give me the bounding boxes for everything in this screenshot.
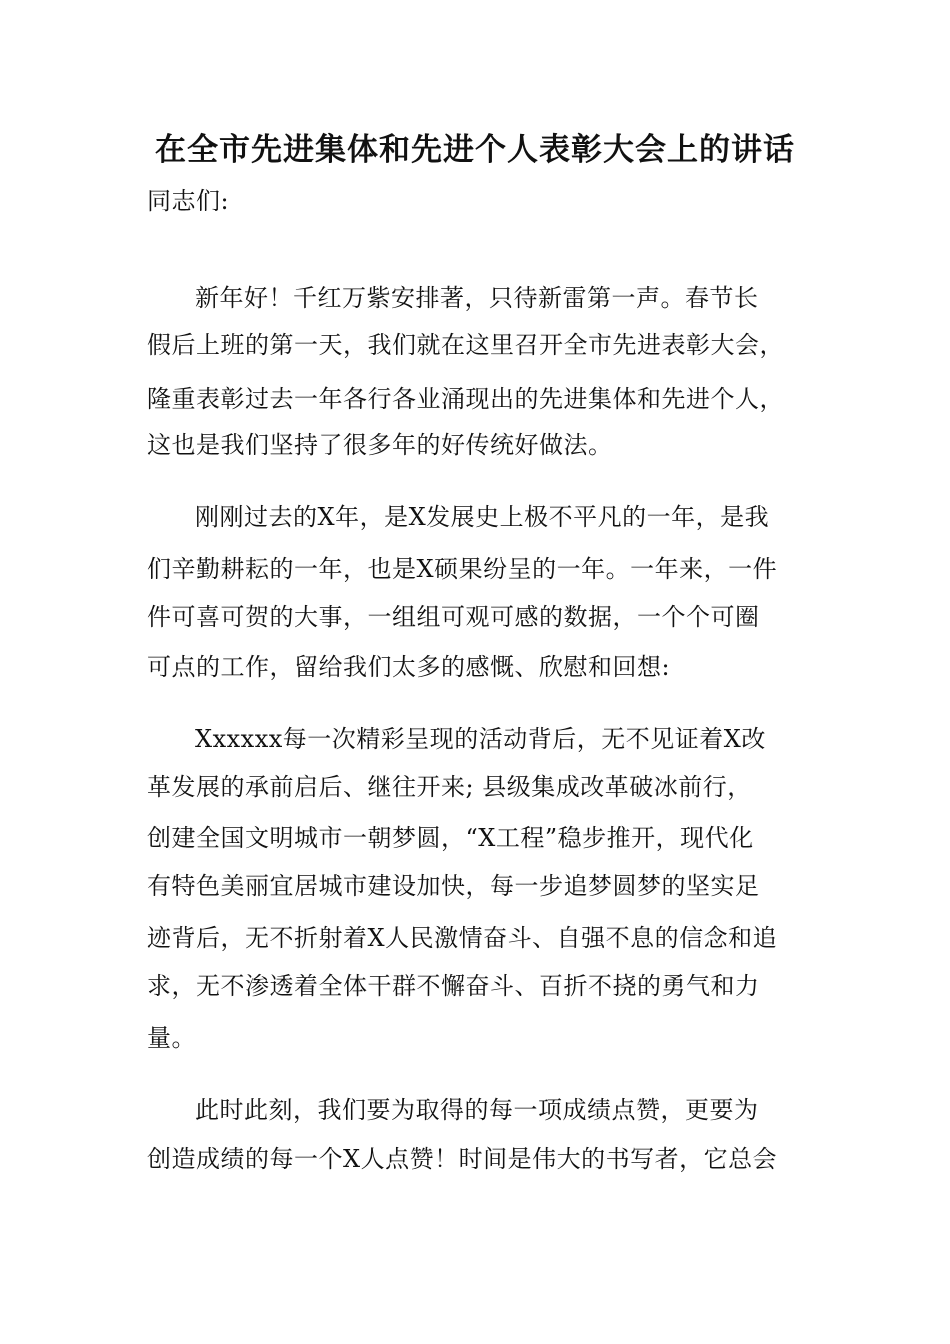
paragraph-line: 求，无不渗透着全体干群不懈奋斗、百折不挠的勇气和力 [147, 972, 760, 1000]
paragraph-line: 创建全国文明城市一朝梦圆，“X工程”稳步推开，现代化 [147, 824, 754, 852]
paragraph-line: 革发展的承前启后、继往开来; 县级集成改革破冰前行， [147, 773, 752, 801]
paragraph-line: 件可喜可贺的大事，一组组可观可感的数据，一个个可圈 [147, 603, 760, 631]
paragraph-line: 刚刚过去的X年，是X发展史上极不平凡的一年，是我 [195, 503, 770, 531]
paragraph-line: 有特色美丽宜居城市建设加快，每一步追梦圆梦的坚实足 [147, 872, 760, 900]
salutation: 同志们: [147, 187, 230, 215]
paragraph-line: 可点的工作，留给我们太多的感慨、欣慰和回想: [147, 653, 671, 681]
paragraph-line: 量。 [147, 1024, 196, 1052]
document-title: 在全市先进集体和先进个人表彰大会上的讲话 [155, 132, 795, 168]
paragraph-line: 假后上班的第一天，我们就在这里召开全市先进表彰大会， [147, 331, 784, 359]
paragraph-line: 这也是我们坚持了很多年的好传统好做法。 [147, 431, 613, 459]
paragraph-line: 创造成绩的每一个X人点赞！时间是伟大的书写者，它总会 [147, 1145, 778, 1173]
paragraph-line: 们辛勤耕耘的一年，也是X硕果纷呈的一年。一年来，一件 [147, 555, 778, 583]
paragraph-line: 新年好！千红万紫安排著，只待新雷第一声。春节长 [195, 284, 759, 312]
paragraph-line: 隆重表彰过去一年各行各业涌现出的先进集体和先进个人， [147, 385, 784, 413]
paragraph-line: 此时此刻，我们要为取得的每一项成绩点赞，更要为 [195, 1096, 759, 1124]
paragraph-line: 迹背后，无不折射着X人民激情奋斗、自强不息的信念和追 [147, 924, 778, 952]
paragraph-line: Xxxxxx每一次精彩呈现的活动背后，无不见证着X改 [195, 725, 766, 753]
